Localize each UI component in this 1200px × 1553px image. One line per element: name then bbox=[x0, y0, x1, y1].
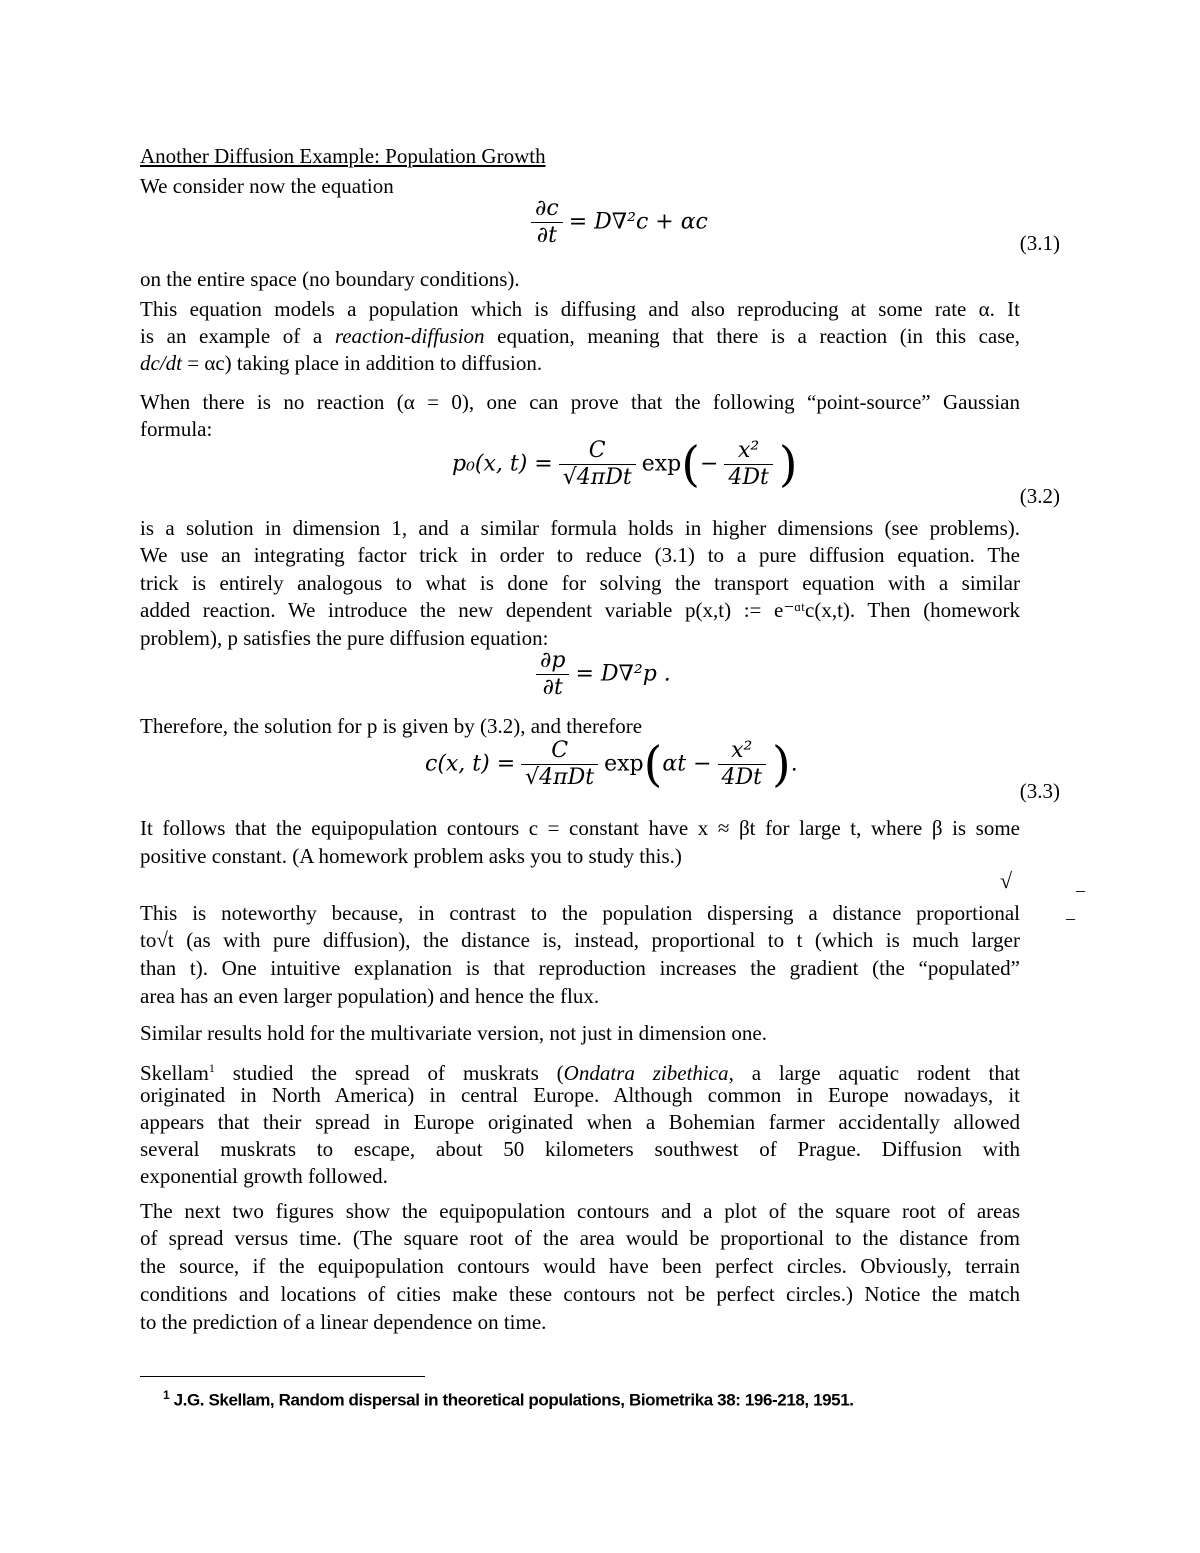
text-line: positive constant. (A homework problem asks you to study this.) bbox=[140, 844, 682, 868]
paren-right: ) bbox=[771, 736, 791, 793]
sqrt-mark: √ bbox=[1000, 868, 1013, 893]
text-run: , a large aquatic rodent that bbox=[728, 1061, 1020, 1085]
eq-lhs: p₀(x, t) = bbox=[452, 451, 553, 477]
text-run: = αc) taking place in addition to diffusion. bbox=[182, 351, 543, 375]
dash-mark: – bbox=[1076, 880, 1085, 900]
eq-denominator: ∂t bbox=[536, 223, 557, 248]
text-line: It follows that the equipopulation contours c = constant have x ≈ βt for large t, where β is some bbox=[140, 816, 1020, 840]
paren-left: ( bbox=[643, 736, 663, 793]
eq-label-3-2: (3.2) bbox=[1019, 484, 1060, 508]
footnote-number: 1 bbox=[163, 1388, 170, 1402]
eq-numerator: ∂p bbox=[536, 648, 569, 675]
text-line: formula: bbox=[140, 417, 213, 441]
eq-rhs: = D∇²c + αc bbox=[568, 209, 708, 235]
text-run: Skellam bbox=[140, 1061, 209, 1085]
text-line: Therefore, the solution for p is given by (3.2), and therefore bbox=[140, 714, 643, 738]
dash-mark: – bbox=[1066, 908, 1075, 928]
eq-denominator: 4Dt bbox=[721, 765, 762, 790]
text-line: area has an even larger population) and hence the flux. bbox=[140, 984, 600, 1008]
footnote-divider bbox=[140, 1376, 425, 1377]
text-line: originated in North America) in central Europe. Although common in Europe nowadays, it bbox=[140, 1083, 1020, 1107]
text-line: problem), p satisfies the pure diffusion equation: bbox=[140, 626, 549, 650]
text-line: to√t (as with pure diffusion), the distance is, instead, proportional to t (which is much larger bbox=[140, 928, 1020, 952]
text-line: is a solution in dimension 1, and a similar formula holds in higher dimensions (see problems). bbox=[140, 516, 1020, 540]
footnote-ref: 1 bbox=[208, 1061, 215, 1075]
text-line: Similar results hold for the multivariate version, not just in dimension one. bbox=[140, 1021, 767, 1045]
species-name: Ondatra zibethica bbox=[563, 1061, 729, 1085]
text-line: The next two figures show the equipopulation contours and a plot of the square root of areas bbox=[140, 1199, 1020, 1223]
eq-rhs: = D∇²p . bbox=[575, 661, 671, 687]
text-line: than t). One intuitive explanation is that reproduction increases the gradient (the “populated” bbox=[140, 956, 1020, 980]
eq-period: . bbox=[790, 751, 798, 777]
text-line: This is noteworthy because, in contrast to the population dispersing a distance proportional bbox=[140, 901, 1020, 925]
equation-3-1 bbox=[525, 196, 708, 249]
eq-numerator: C bbox=[521, 738, 598, 765]
eq-exp: exp bbox=[604, 751, 644, 777]
text-line: We use an integrating factor trick in order to reduce (3.1) to a pure diffusion equation. The bbox=[140, 543, 1020, 567]
text-line: appears that their spread in Europe originated when a Bohemian farmer accidentally allowed bbox=[140, 1110, 1020, 1134]
section-title: Another Diffusion Example: Population Growth bbox=[140, 144, 546, 168]
eq-alpha-t: αt − bbox=[662, 751, 712, 777]
equation-pure-diffusion bbox=[530, 648, 671, 701]
footnote-text: J.G. Skellam, Random dispersal in theoretical populations, Biometrika 38: 196-218, 1951. bbox=[173, 1390, 854, 1410]
eq-denominator: √4πDt bbox=[525, 765, 595, 790]
text-line: conditions and locations of cities make these contours not be perfect circles.) Notice the match bbox=[140, 1282, 1020, 1306]
term-reaction-diffusion: reaction-diffusion bbox=[334, 324, 485, 348]
eq-numerator: ∂c bbox=[531, 196, 563, 223]
eq-numerator: x² bbox=[718, 738, 766, 765]
footnote bbox=[163, 1388, 854, 1411]
eq-label-3-3: (3.3) bbox=[1019, 779, 1060, 803]
eq-denominator: √4πDt bbox=[562, 465, 632, 490]
text-line bbox=[140, 323, 1020, 350]
text-line: When there is no reaction (α = 0), one can prove that the following “point-source” Gaussian bbox=[140, 390, 1020, 414]
text-line: on the entire space (no boundary conditions). bbox=[140, 267, 520, 291]
text-line bbox=[140, 350, 1020, 377]
eq-numerator: C bbox=[559, 438, 636, 465]
eq-label-3-1: (3.1) bbox=[1019, 231, 1060, 255]
paren-right: ) bbox=[778, 436, 798, 493]
eq-lhs: c(x, t) = bbox=[425, 751, 516, 777]
eq-exp: exp bbox=[641, 451, 682, 477]
text-line: several muskrats to escape, about 50 kilometers southwest of Prague. Diffusion with bbox=[140, 1137, 1020, 1161]
text-run: equation, meaning that there is a reaction (in this case, bbox=[484, 324, 1020, 348]
text-line: to the prediction of a linear dependence on time. bbox=[140, 1310, 547, 1334]
text-line: of spread versus time. (The square root of the area would be proportional to the distance from bbox=[140, 1226, 1020, 1250]
text-run: is an example of a bbox=[140, 324, 335, 348]
eq-minus: − bbox=[699, 451, 719, 477]
text-line: exponential growth followed. bbox=[140, 1164, 388, 1188]
text-line: This equation models a population which is diffusing and also reproducing at some rate α. It bbox=[140, 297, 1020, 321]
eq-denominator: ∂t bbox=[542, 675, 563, 700]
text-line: added reaction. We introduce the new dependent variable p(x,t) := e⁻ᵅᵗc(x,t). Then (homework bbox=[140, 598, 1020, 622]
text-run: studied the spread of muskrats ( bbox=[214, 1061, 564, 1085]
text-line: We consider now the equation bbox=[140, 174, 394, 198]
eq-denominator: 4Dt bbox=[728, 465, 769, 490]
equation-3-2 bbox=[452, 438, 798, 491]
inline-math: dc/dt bbox=[140, 351, 182, 375]
text-line: the source, if the equipopulation contours would have been perfect circles. Obviously, terrain bbox=[140, 1254, 1020, 1278]
eq-numerator: x² bbox=[724, 438, 772, 465]
text-line: trick is entirely analogous to what is done for solving the transport equation with a similar bbox=[140, 571, 1020, 595]
paren-left: ( bbox=[681, 436, 700, 493]
equation-3-3 bbox=[425, 738, 798, 791]
